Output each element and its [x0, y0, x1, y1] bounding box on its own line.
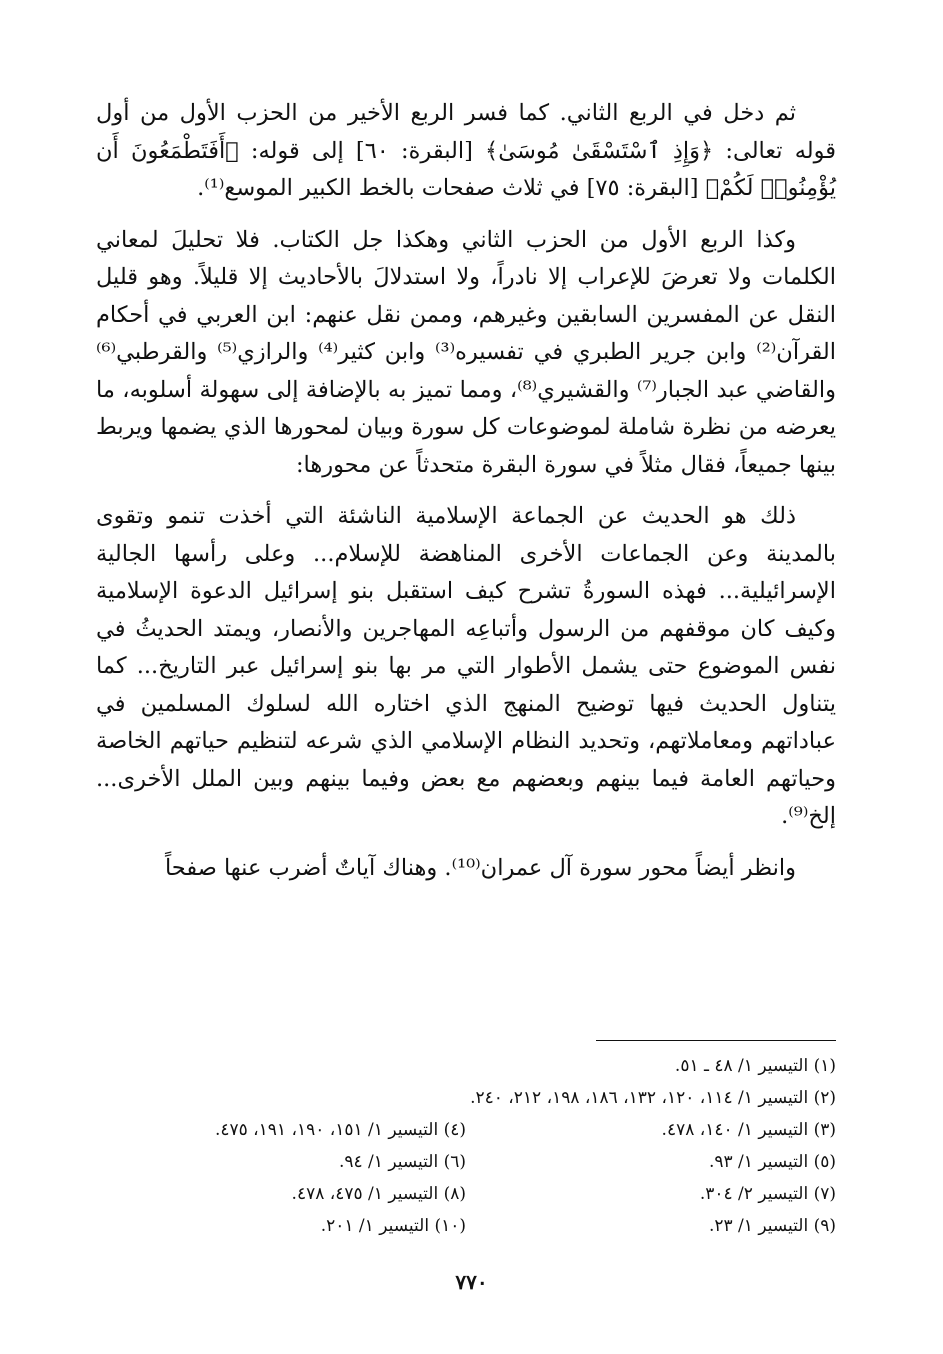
- quoted-paragraph: ذلك هو الحديث عن الجماعة الإسلامية الناشئة التي أخذت تنمو وتقوى بالمدينة وعن الجماعات الأخرى المناهضة للإسلام... وعلى رأسها الجالية الإسرائيلية... فهذه السورةُ تشرح كيف استقبل بنو إسرائيل الدعوة الإسلامية وكيف كان موقفهم من الرسول وأتباعِه المهاجرين والأنصار، ويمتد الحديثُ في نفس الموضوع حتى يشمل الأطوار التي مر بها بنو إسرائيل عبر التاريخ... كما يتناول الحديث فيها توضيح المنهج الذي اختاره الله لسلوك المسلمين في عباداتهم ومعاملاتهم، وتحديد النظام الإسلامي الذي شرعه لتنظيم حياتهم الخاصة وحياتهم العامة فيما بينهم وبعضهم مع بعض وفيما بينهم وبين الملل الأخرى... إلخ⁽⁹⁾.: [96, 503, 836, 829]
- footnote: (٧) التيسير ٢/ ٣٠٤.: [699, 1184, 836, 1204]
- footnote: (١٠) التيسير ١/ ٢٠١.: [320, 1216, 466, 1236]
- footnote: (٥) التيسير ١/ ٩٣.: [708, 1152, 836, 1172]
- footnote: (٢) التيسير ١/ ١١٤، ١٢٠، ١٣٢، ١٨٦، ١٩٨، ٢١٢، ٢٤٠.: [470, 1088, 836, 1108]
- footnote: (٩) التيسير ١/ ٢٣.: [708, 1216, 836, 1236]
- footnote: (٣) التيسير ١/ ١٤٠، ٤٧٨.: [661, 1120, 836, 1140]
- footnote-row: [96, 1146, 836, 1178]
- page-number: ٧٧٠: [455, 1270, 488, 1294]
- footnote-row: [96, 1114, 836, 1146]
- footnote: (٤) التيسير ١/ ١٥١، ١٩٠، ١٩١، ٤٧٥.: [214, 1120, 466, 1140]
- footnote: (٨) التيسير ١/ ٤٧٥، ٤٧٨.: [291, 1184, 466, 1204]
- footnote: (٦) التيسير ١/ ٩٤.: [338, 1152, 466, 1172]
- footnote: (١) التيسير ١/ ٤٨ ـ ٥١.: [674, 1056, 836, 1076]
- paragraph: وكذا الربع الأول من الحزب الثاني وهكذا جل الكتاب. فلا تحليلَ لمعاني الكلمات ولا تعرضَ للإعراب إلا نادراً، ولا استدلالَ بالأحاديث إلا قليلاً. وهو قليل النقل عن المفسرين السابقين وغيرهم، وممن نقل عنهم: ابن العربي في أحكام القرآن⁽²⁾ وابن جرير الطبري في تفسيره⁽³⁾ وابن كثير⁽⁴⁾ والرازي⁽⁵⁾ والقرطبي⁽⁶⁾ والقاضي عبد الجبار⁽⁷⁾ والقشيري⁽⁸⁾، ومما تميز به بالإضافة إلى سهولة أسلوبه، ما يعرضه من نظرة شاملة لموضوعات كل سورة وبيان لمحورها الذي يضمها ويربط بينها جميعاً، فقال مثلاً في سورة البقرة متحدثاً عن محورها:: [96, 226, 836, 478]
- footnote-row: [96, 1210, 836, 1242]
- footnotes: [96, 1050, 836, 1242]
- body-text: [96, 95, 836, 901]
- paragraph: ثم دخل في الربع الثاني. كما فسر الربع الأخير من الحزب الأول من أول قوله تعالى: ﴿وَإِذِ ٱسْتَسْقَىٰ مُوسَىٰ﴾ [البقرة: ٦٠] إلى قوله: ﴿أَفَتَطْمَعُونَ أَن يُؤْمِنُوا۟ لَكُمْ﴾ [البقرة: ٧٥] في ثلاث صفحات بالخط الكبير الموسع⁽¹⁾.: [96, 100, 836, 201]
- footnote-separator: [596, 1040, 836, 1041]
- footnote-row: [96, 1178, 836, 1210]
- paragraph: وانظر أيضاً محور سورة آل عمران⁽¹⁰⁾. وهناك آياتٌ أضرب عنها صفحاً: [164, 854, 796, 881]
